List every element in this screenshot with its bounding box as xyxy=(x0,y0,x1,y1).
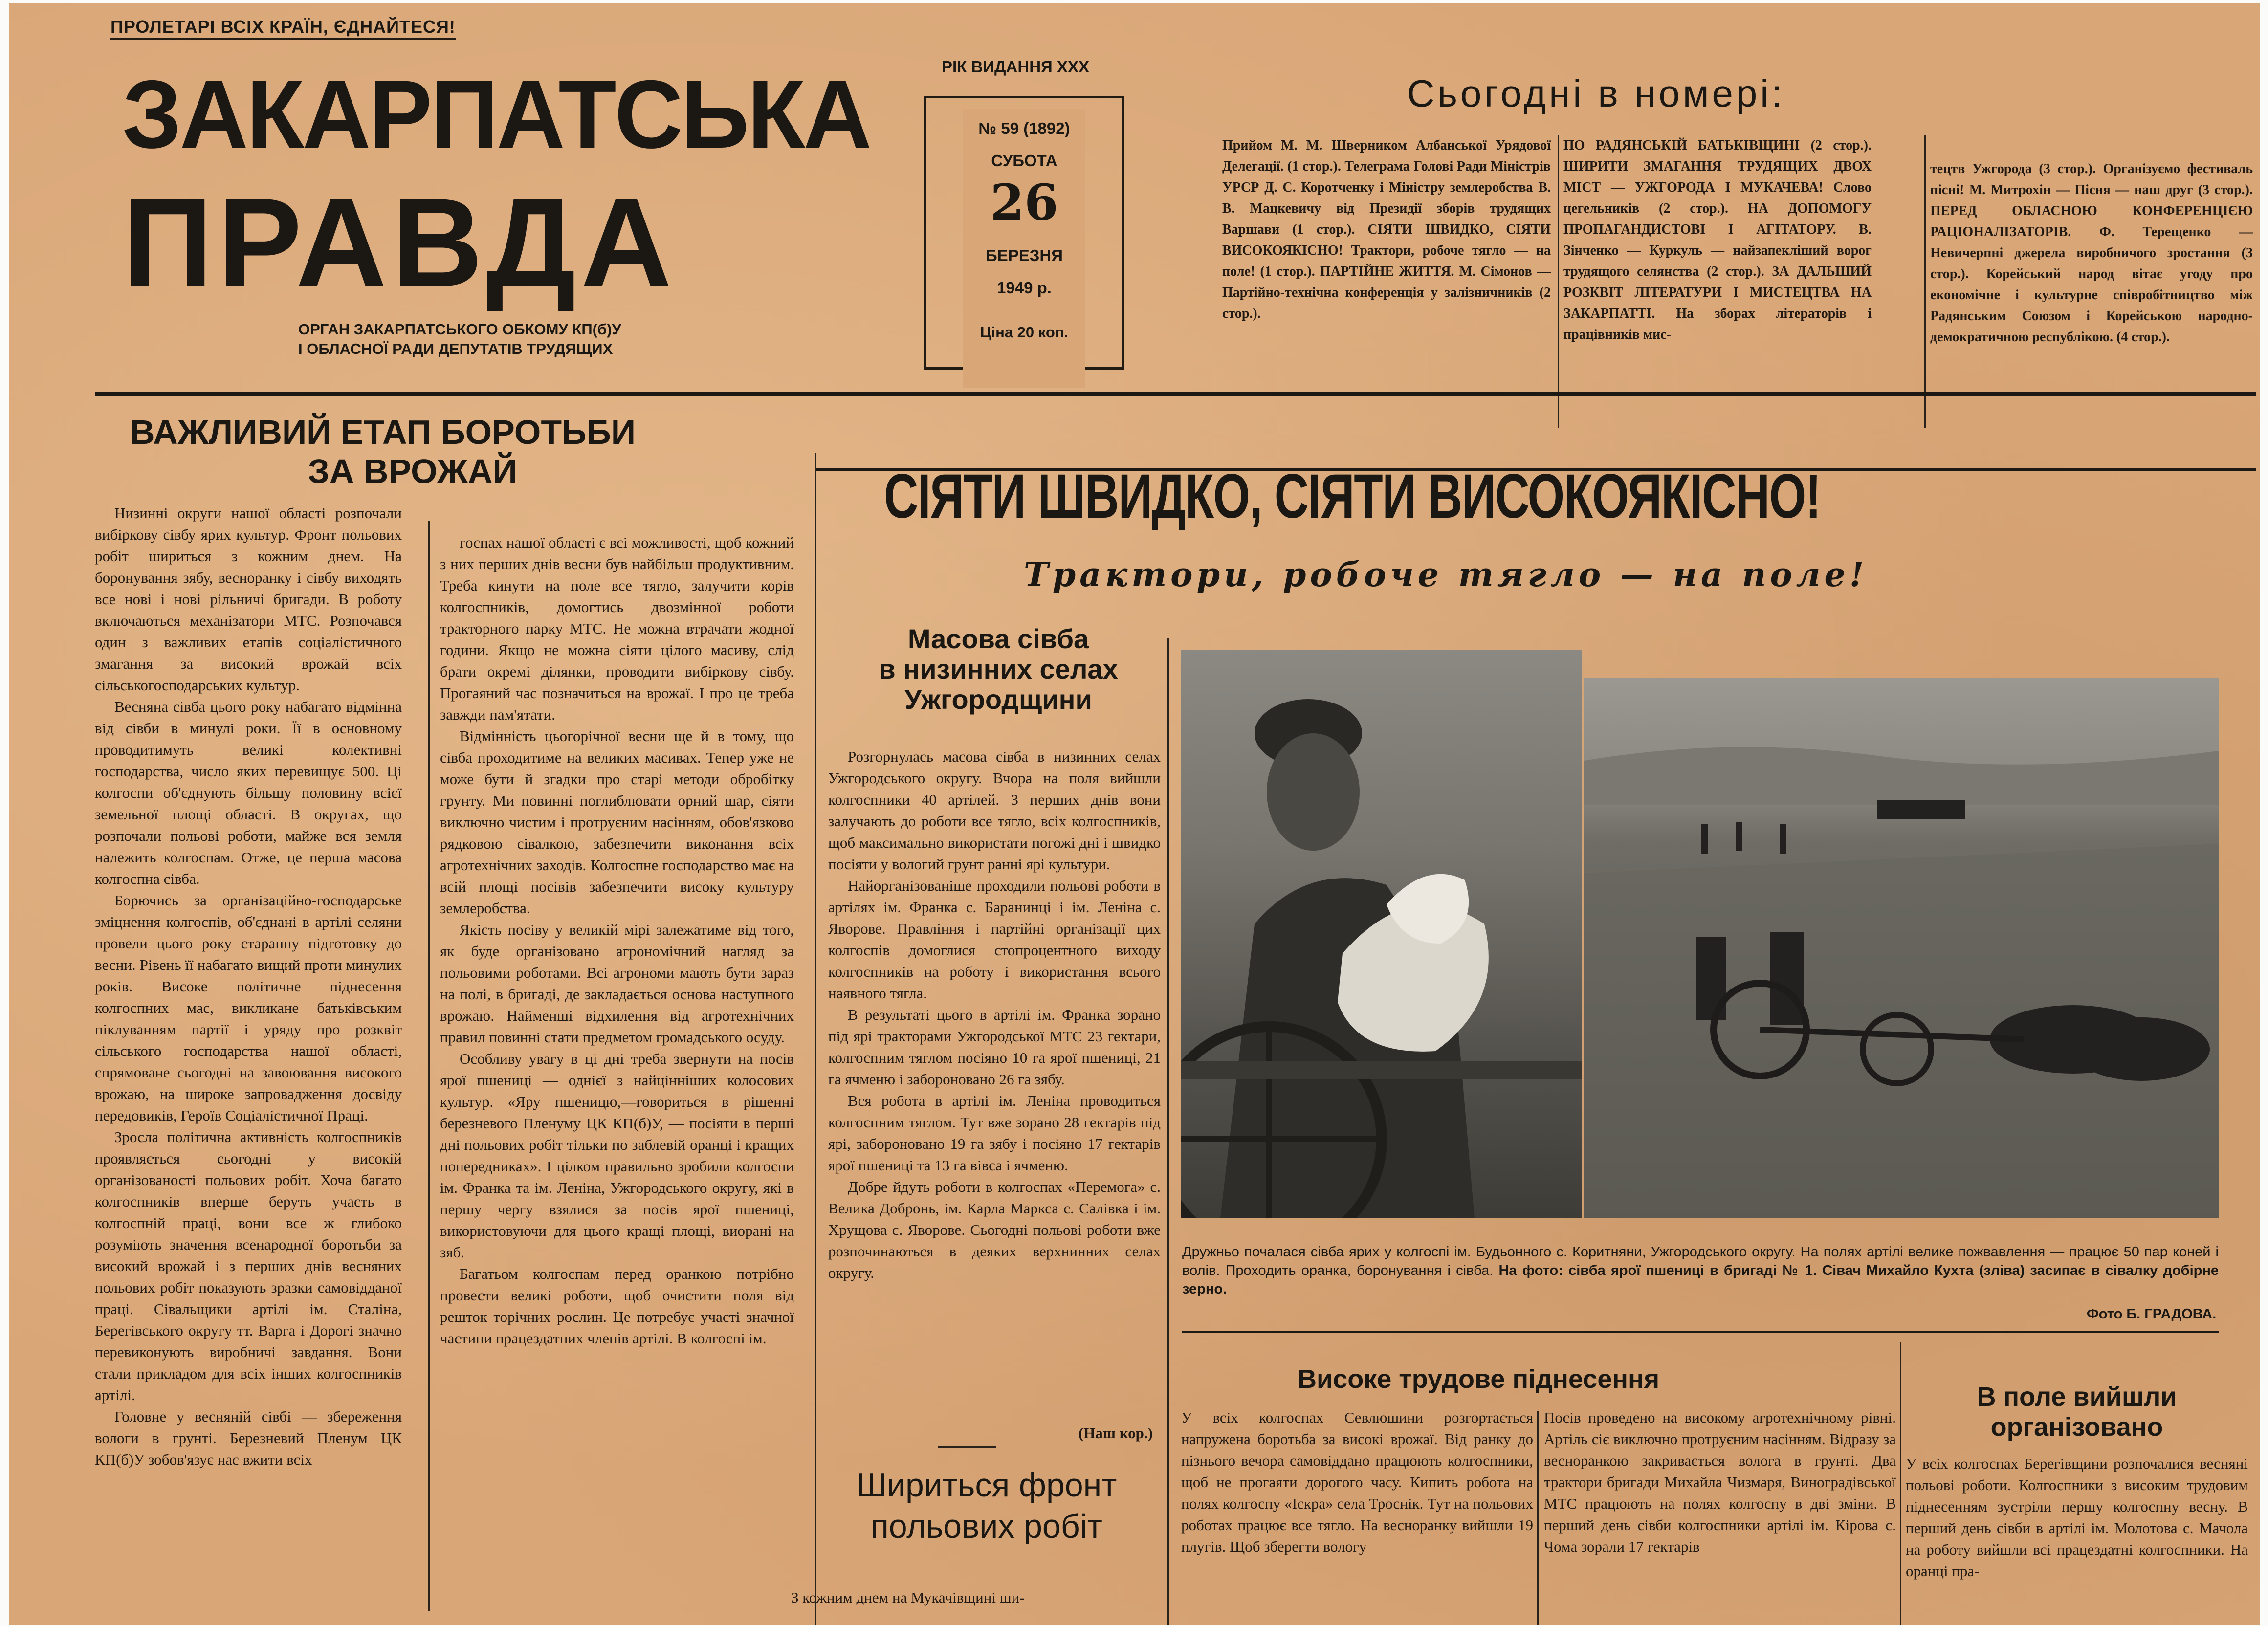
article-mass-title-2: в низинних селах xyxy=(879,654,1118,684)
article-paragraph: Розгорнулась масова сівба в низинних селах Ужгородського округу. Вчора на поля вийшли колгоспники 40 артілей. З перших днів вони залучають до роботи все тягло, всіх колгоспників, щоб максимально використати погожі дні і швидко посіяти у вологий грунт ранні ярі культури. xyxy=(828,748,1161,873)
editorial-column-1 xyxy=(95,503,402,1554)
article-paragraph: В результаті цього в артілі ім. Франка зорано під ярі тракторами Ужгородської МТС 23 гектари, колгоспним тяглом посіяно 10 га ярої пшениці, 21 га ячменю і забороновано 26 га зябу. xyxy=(828,1006,1161,1088)
article-mass-title-1: Масова сівба xyxy=(907,623,1089,654)
photo-left-divider xyxy=(1167,638,1169,1625)
article-paragraph: Добре йдуть роботи в колгоспах «Перемога» с. Велика Добронь, ім. Карла Маркса с. Салівка і ім. Хрущова с. Яворове. Сьогодні польові роботи вже розпочинаються в деяких верхнинних селах округу. xyxy=(828,1178,1161,1281)
lead-subhead: Трактори, робоче тягло — на поле! xyxy=(1024,555,1868,594)
weekday: СУБОТА xyxy=(991,152,1057,170)
field-illustration xyxy=(1584,678,2219,1218)
editorial-title-1: ВАЖЛИВИЙ ЕТАП БОРОТЬБИ xyxy=(130,413,636,451)
article-front-title xyxy=(791,1465,1182,1547)
year-label: РІК ВИДАННЯ XXX xyxy=(942,58,1089,76)
issue-number: № 59 (1892) xyxy=(978,119,1070,137)
article-labor-column-2: Посів проведено на високому агротехнічному рівні. Артіль сіє виключно протруєним насінням. Відразу за весноранкою закривається волога в грунті. Два трактори бригади Михайла Чизмаря, Виноградівської МТС працюють на полях колгоспу в дві зміни. В перший день сівби колгоспники артілі ім. Кірова с. Чома зорали 17 гектарів xyxy=(1544,1409,1896,1555)
editorial-paragraph: Багатьом колгоспам перед оранкою потрібно провести великі роботи, щоб очистити поля від решток торічних рослин. Це потребує участі значної частини працездатних членів артілі. В колгоспі ім. xyxy=(440,1265,794,1347)
editorial-divider xyxy=(428,521,430,1611)
lead-left-divider xyxy=(815,453,816,1625)
editorial-paragraph: Низинні округи нашої області розпочали вибіркову сівбу ярих культур. Фронт польових робіт шириться з кожним днем. На боронування зябу, весноранку і сівбу виходять все нові і нові рільничі бригади. В роботу включаються механізатори МТС. Розпочався один з важливих етапів соціалістичного змагання за високий врожай всіх сільськогосподарських культур. xyxy=(95,505,402,694)
slogan: ПРОЛЕТАРІ ВСІХ КРАЇН, ЄДНАЙТЕСЯ! xyxy=(110,17,456,40)
issue-box-inner xyxy=(963,109,1085,388)
editorial-paragraph: Борючись за організаційно-господарське зміцнення колгоспів, об'єднані в артілі селяни провели цього року старанну підготовку до весни. Рівень її набагато вищий проти минулих років. Високе політичне піднесення колгоспних мас, викликане батьківським піклуванням партії і уряду про розквіт сільського господарства нашої області, спрямоване сьогодні на завоювання високого врожаю, на широке запровадження досвіду передовиків, Героїв Соціалістичної Праці. xyxy=(95,892,402,1124)
photo-field xyxy=(1584,678,2219,1218)
contents-divider-2 xyxy=(1924,135,1926,428)
article-front-body: З кожним днем на Мукачівщині ши- xyxy=(791,1589,1025,1606)
title-line-1: ЗАКАРПАТСЬКА xyxy=(122,60,870,168)
editorial-paragraph: госпах нашої області є всі можливості, щоб кожний з них перших днів весни був найбільш продуктивним. Треба кинути на поле все тягло, залучити корів колгоспників, домогтись двозмінної роботи тракторного парку МТС. Не можна втрачати жодної години. Якщо не можна сіяти цілого масиву, слід брати окремі ділянки, проводити вибіркову сівбу. Прогаяний час позначиться на врожаї. І про це треба завжди пам'ятати. xyxy=(440,534,794,723)
editorial-title-2: ЗА ВРОЖАЙ xyxy=(308,452,517,490)
article-labor-column-1: У всіх колгоспах Севлюшини розгортається напружена боротьба за високі врожаї. Від ранку до пізнього вечора самовіддано працюють колгоспники, щоб не прогаяти дорогого часу. Кипить робота на полях колгоспу «Іскра» села Троснік. Тут на польових роботах працює все тягло. На весноранку вийшли 19 плугів. Щоб зберегти вологу xyxy=(1181,1409,1533,1555)
editorial-paragraph: Якість посіву у великій мірі залежатиме від того, як буде організовано агрономічний нагляд за польовими роботами. Всі агрономи мають бути зараз на полі, в бригаді, де закладається основа наступного врожаю. Найменші відхилення від агротехнічних правил повинні стати предметом громадського осуду. xyxy=(440,921,794,1046)
editorial-paragraph: Головне у весняній сівбі — збереження вологи в грунті. Березневий Пленум ЦК КП(б)У зобов'язує нас вжити всіх xyxy=(95,1408,402,1468)
editorial-paragraph: Зросла політична активність колгоспників проявляється сьогодні у високій організованості польових робіт. Хоча багато колгоспників вперше беруть участь в колгоспній праці, вони все ж глибоко розуміють значення всенародної боротьби за високий врожай і з перших днів весняних польових робіт показують зразки самовідданої праці. Сівальщики артілі ім. Сталіна, Берегівського округу тт. Варга і Дорогі значно перевиконують виробничі завдання. Вони стали прикладом для всіх інших колгоспників артілі. xyxy=(95,1128,402,1404)
separator-ornament xyxy=(938,1446,996,1448)
photo-sower xyxy=(1181,650,1582,1218)
sower-illustration xyxy=(1181,650,1582,1218)
article-organized-title-1: В поле вийшли xyxy=(1977,1382,2177,1411)
newspaper-page xyxy=(9,3,2260,1625)
photo-credit: Фото Б. ГРАДОВА. xyxy=(2087,1306,2217,1322)
contents-column-1: Прийом М. М. Шверником Албанської Урядової Делегації. (1 стор.). Телеграма Голові Ради Міністрів УРСР Д. С. Коротченку і Міністру землеробства В. В. Мацкевичу від Президії зборів трудящих Варшави (1 стор.). СІЯТИ ШВИДКО, СІЯТИ ВИСОКОЯКІСНО! Трактори, робоче тягло — на поле! (1 стор.). ПАРТІЙНЕ ЖИТТЯ. М. Сімонов — Партійно-технічна конференція у залізничників (2 стор.). xyxy=(1222,138,1551,321)
article-organized-body: У всіх колгоспах Берегівщини розпочалися весняні польові роботи. Колгоспники з високим трудовим піднесенням зустріли першу колгоспну весну. В перший день сівби в артілі ім. Молотова с. Мачола на роботу вийшли всі працездатні колгоспники. На оранці пра- xyxy=(1906,1455,2248,1580)
article-labor-title: Високе трудове піднесення xyxy=(1298,1364,1660,1394)
editorial-paragraph: Весняна сівба цього року набагато відмінна від сівби в минулі роки. Її в основному проводитимуть великі колективні господарства, число яких перевищує 500. Ці колгоспи об'єднують більшу половину всієї земельної площі області. В округах, що розпочали польові роботи, майже вся земля належить колгоспам. Отже, це перша масова колгоспна сівба. xyxy=(95,698,402,887)
article-front-title-1: Шириться фронт xyxy=(856,1467,1117,1504)
editorial-column-2 xyxy=(440,532,794,1583)
contents-heading: Сьогодні в номері: xyxy=(1407,72,1785,115)
article-organized-divider xyxy=(1900,1342,1901,1625)
photo-caption-text-2: На фото: сівба ярої пшениці в бригаді № 1. Сівач Михайло Кухта (зліва) засипає в сівалку добірне зерно. xyxy=(1182,1263,2219,1297)
contents-divider-1 xyxy=(1558,135,1559,428)
day-number: 26 xyxy=(990,174,1058,231)
photo-caption-text: Дружньо почалася сівба ярих у колгоспі ім. Будьонного с. Коритняни, Ужгородського округу. На полях артілі велике пожвавлення — працює 50 пар коней і волів. Проходить оранка, боронування і сівба. xyxy=(1182,1244,2219,1278)
lead-headline: СІЯТИ ШВИДКО, СІЯТИ ВИСОКОЯКІСНО! xyxy=(884,461,1821,531)
year: 1949 р. xyxy=(997,279,1052,297)
price: Ціна 20 коп. xyxy=(980,324,1069,341)
editorial-paragraph: Відмінність цьогорічної весни ще й в тому, що сівба проходитиме на великих масивах. Тепер уже не може бути й згадки про старі методи обробітку грунту. Ми повинні поглиблювати орний шар, сіяти виключно чистим і протруєним насінням, обов'язково рядковою сівалкою, забезпечити виконання всіх агротехнічних заходів. Колгоспне господарство має на всій площі посівів забезпечити високу культуру землеробства. xyxy=(440,727,794,917)
contents-column-2: ПО РАДЯНСЬКІЙ БАТЬКІВЩИНІ (2 стор.). ШИРИТИ ЗМАГАННЯ ТРУДЯЩИХ ДВОХ МІСТ — УЖГОРОДА І МУКАЧЕВА! Слово цегельників (2 стор.). НА ДОПОМОГУ ПРОПАГАНДИСТОВІ І АГІТАТОРУ. В. Зінченко — Куркуль — найзапекліший ворог трудящого селянства (2 стор.). ЗА ДАЛЬШИЙ РОЗКВІТ ЛІТЕРАТУРИ І МИСТЕЦТВА НА ЗАКАРПАТТІ. На зборах літераторів і працівників мис- xyxy=(1563,138,1872,342)
editorial-paragraph: Особливу увагу в ці дні треба звернути на посів ярої пшениці — однієї з найцінніших колосових культур. «Яру пшеницю,—говориться в рішенні березневого Пленуму ЦК КП(б)У, — посіяти в перші дні польових робіт тільки по заблевій оранці і кращих попередниках». І цілком правильно зробили колгоспи ім. Франка та ім. Леніна, Ужгородського округу, які в першу чергу взялися за посів ярої пшениці, використовуючи для цього кращі площі, виорані на зяб. xyxy=(440,1050,794,1261)
article-mass-title xyxy=(832,624,1165,715)
month: БЕРЕЗНЯ xyxy=(986,246,1063,264)
organ-line-1: ОРГАН ЗАКАРПАТСЬКОГО ОБКОМУ КП(б)У xyxy=(298,321,621,338)
masthead-rule xyxy=(95,392,2256,396)
organ-line-2: І ОБЛАСНОЇ РАДИ ДЕПУТАТІВ ТРУДЯЩИХ xyxy=(298,340,613,357)
article-organized-title xyxy=(1906,1382,2248,1442)
contents-column-3: тецтв Ужгорода (3 стор.). Організуємо фестиваль пісні! М. Митрохін — Пісня — наш друг (3 стор.). ПЕРЕД ОБЛАСНОЮ КОНФЕРЕНЦІЄЮ РАЦІОНАЛІЗАТОРІВ. Ф. Терещенко — Невичерпні джерела виробничого зростання (3 стор.). Корейський народ вітає угоду про економічне і культурне співробітництво між Радянським Союзом і Корейською народно-демократичною республікою. (4 стор.). xyxy=(1930,161,2253,345)
article-mass-signature: (Наш кор.) xyxy=(1078,1425,1153,1442)
article-paragraph: Вся робота в артілі ім. Леніна проводиться колгоспним тяглом. Тут вже зорано 28 гектарів під ярі, заборонованo 19 га зябу і посіяно 17 гектарів ярої пшениці та 13 га вівса і ячменю. xyxy=(828,1092,1161,1174)
title-line-2: ПРАВДА xyxy=(122,172,677,313)
article-paragraph: Найорганізованіше проходили польові роботи в артілях ім. Франка с. Баранинці і ім. Леніна с. Яворове. Правління і партійні організації цих колгоспів домоглися стопроцентного виходу колгоспників на роботу і використання всього наявного тягла. xyxy=(828,877,1161,1002)
article-organized-title-2: організовано xyxy=(1990,1412,2163,1442)
article-mass-body xyxy=(828,746,1161,1421)
article-mass-title-3: Ужгородщини xyxy=(904,684,1092,715)
article-labor-divider xyxy=(1537,1411,1539,1625)
photo-caption xyxy=(1182,1243,2219,1298)
photo-bottom-rule xyxy=(1182,1331,2219,1333)
article-front-title-2: польових робіт xyxy=(871,1508,1102,1545)
